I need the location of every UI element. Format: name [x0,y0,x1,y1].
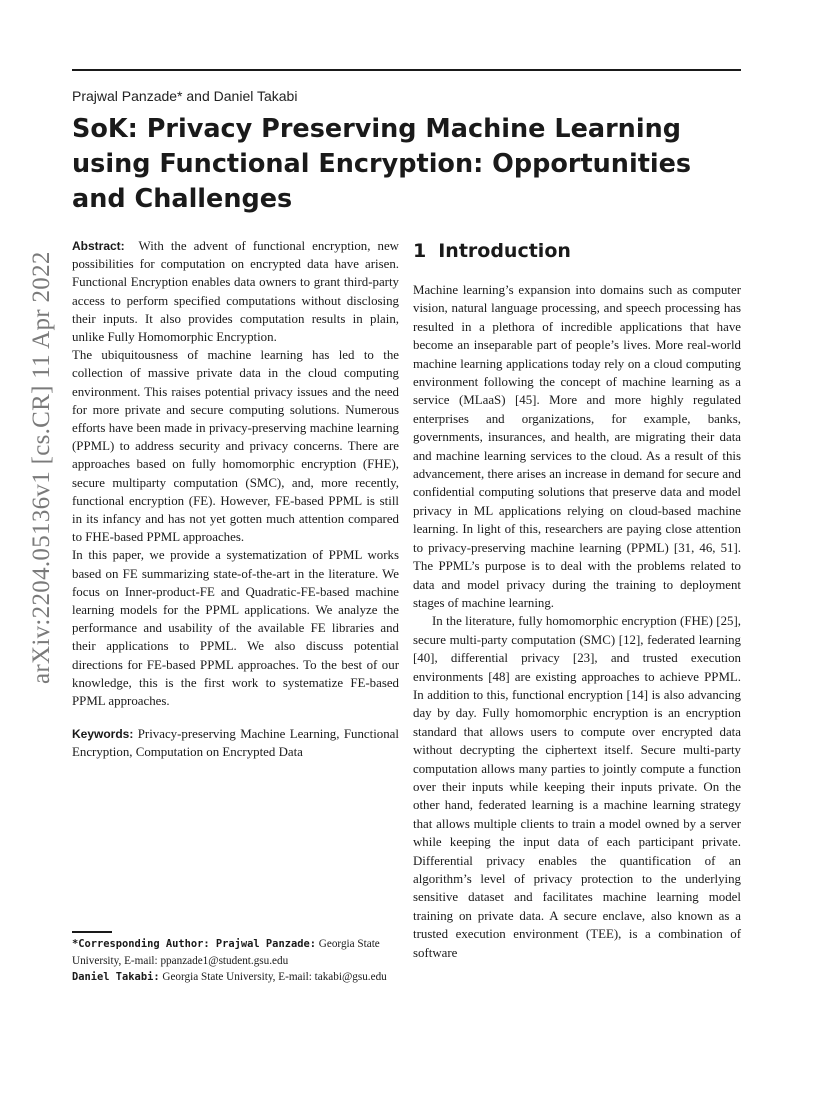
footnote-second-text: Georgia State University, E-mail: takabi@gsu.edu [162,971,387,983]
author-line: Prajwal Panzade* and Daniel Takabi [72,88,298,104]
footnote-second-author [72,969,399,986]
introduction-column [413,281,741,962]
header-rule [72,69,741,71]
intro-paragraph-2: In the literature, fully homomorphic encryption (FHE) [25], secure multi-party computation (SMC) [12], federated learning [40], differential privacy [23], and trusted execution environments [48] are existing approaches to achieve PPML. In addition to this, functional encryption [14] is also advancing day by day. Fully homomorphic encryption is an encryption standard that allows users to compute over encrypted data without decrypting the ciphertext itself. Secure multi-party computation allows many parties to jointly compute a function over their inputs while keeping their inputs private. On the other hand, federated learning is a machine learning strategy that allows multiple clients to train a model owned by a server while keeping the input data of each participant private. Differential privacy enables the quantification of an algorithm’s level of privacy protection to the underlying sensitive dataset and facilitates machine learning model training on private data. A secure enclave, also known as a trusted execution environment (TEE), is a combination of software [413,614,741,960]
abstract-paragraph-3: In this paper, we provide a systematization of PPML works based on FE summarizing state-of-the-art in the literature. We focus on Inner-product-FE and Quadratic-FE-based machine learning models for the PPML applications. We analyze the performance and usability of the available FE libraries and their applications to PPML. We also discuss potential directions for FE-based PPML approaches. To the best of our knowledge, this is the first work to systematize FE-based PPML approaches. [72,548,399,709]
author-footnotes [72,936,399,986]
section-title: Introduction [438,240,571,262]
keywords [72,725,399,761]
intro-paragraph-1: Machine learning’s expansion into domains such as computer vision, natural language processing, and speech processing has resulted in a plethora of incredible applications that have become an inseparable part of people’s lives. More real-world machine learning applications today rely on a cloud computing environment following the concept of machine learning as a service (MLaaS) [45]. More and more highly regulated enterprises and organizations, for example, banks, governments, insurances, and health, are migrating their data and machine learning services to the cloud. As a result of this advancement, there arises an increase in demand for secure and confidential computing solutions that preserve data and model privacy in ML applications relying on cloud-based machine learning. In light of this, researchers are paying close attention to privacy-preserving machine learning (PPML) [31, 46, 51]. The PPML’s purpose is to deal with the problems related to data and model privacy during the training to deployment stages of machine learning. [413,283,741,610]
footnote-corresponding-text: Georgia State University, E-mail: ppanzade1@student.gsu.edu [72,938,380,967]
paper-title: SoK: Privacy Preserving Machine Learning using Functional Encryption: Opportunities and Challenges [72,114,692,214]
footnote-rule [72,931,112,933]
abstract-text-1: With the advent of functional encryption, new possibilities for computation on encrypted data have arisen. Functional Encryption enables data owners to grant third-party access to perform specified computations without disclosing their inputs. It also provides computation results in plain, unlike Fully Homomorphic Encryption. [72,239,399,345]
footnote-corresponding-label: *Corresponding Author: Prajwal Panzade: [72,938,316,950]
footnote-second-label: Daniel Takabi: [72,971,160,983]
abstract-paragraph-1 [72,237,399,346]
keywords-text: Privacy-preserving Machine Learning, Functional Encryption, Computation on Encrypted Data [72,727,399,760]
section-number: 1 [413,240,427,262]
keywords-label: Keywords: [72,727,134,742]
abstract-label: Abstract: [72,239,125,253]
abstract-paragraph-2: The ubiquitousness of machine learning has led to the collection of massive private data in the cloud computing environment. This raises potential privacy issues and the need for more private and secure computing solutions. Numerous efforts have been made in privacy-preserving machine learning (PPML) to address security and privacy concerns. There are approaches based on fully homomorphic encryption (FHE), secure multiparty computation (SMC), and, more recently, functional encryption (FE). However, FE-based PPML is still in its infancy and has not yet gotten much attention compared to FHE-based PPML approaches. [72,348,399,545]
abstract-column [72,237,399,762]
section-heading [413,238,571,264]
arxiv-identifier[interactable]: arXiv:2204.05136v1 [cs.CR] 11 Apr 2022 [28,251,55,684]
footnote-corresponding [72,936,399,969]
